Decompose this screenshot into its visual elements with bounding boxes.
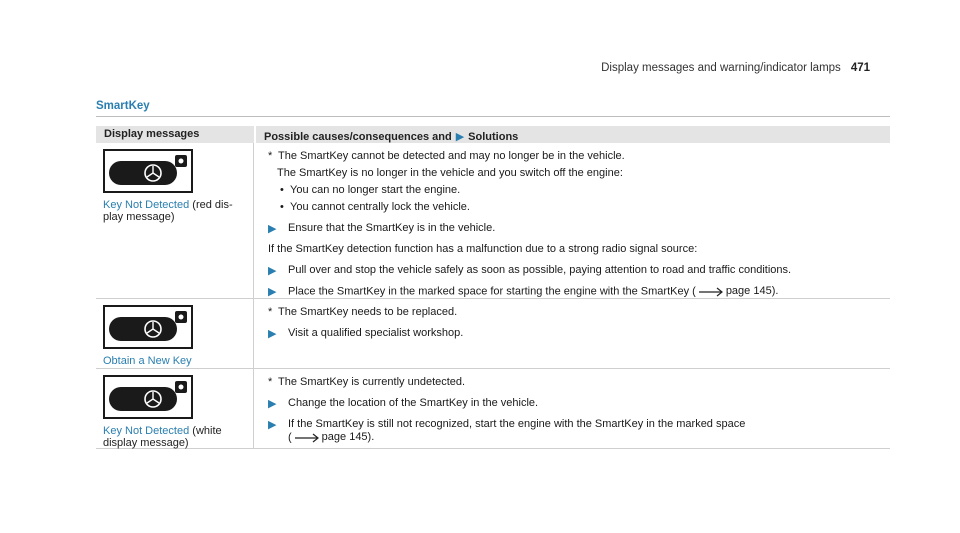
table-row xyxy=(96,369,890,449)
solution-step: ▶ Place the SmartKey in the marked space for starting the engine with the SmartKey ( page 145). xyxy=(268,285,779,298)
play-arrow-icon: ▶ xyxy=(268,419,277,431)
cause-text: If the SmartKey detection function has a malfunction due to a strong radio signal source: xyxy=(268,243,698,255)
table-header xyxy=(96,126,890,143)
message-desc: (red dis-play message) xyxy=(103,199,233,223)
section-divider xyxy=(96,116,890,117)
message-key-not-detected-red: Key Not Detected xyxy=(103,199,190,211)
causes-cell xyxy=(254,299,890,368)
col-header-display-messages: Display messages xyxy=(104,128,200,140)
message-cell xyxy=(96,143,254,298)
solution-step: ▶ Change the location of the SmartKey in the vehicle. xyxy=(268,397,539,410)
smartkey-icon xyxy=(103,149,193,193)
play-arrow-icon: ▶ xyxy=(268,265,277,277)
cause-text: * The SmartKey is currently undetected. xyxy=(268,376,466,388)
cause-text: The SmartKey is no longer in the vehicle and you switch off the engine: xyxy=(277,167,623,179)
table-row xyxy=(96,143,890,299)
long-arrow-icon xyxy=(698,287,724,297)
page-header xyxy=(601,62,870,74)
play-arrow-icon: ▶ xyxy=(455,131,465,143)
smartkey-icon xyxy=(103,305,193,349)
solution-step: ▶ If the SmartKey is still not recognized, start the engine with the SmartKey in the marked space ( page 145). xyxy=(268,418,746,444)
cause-text: * The SmartKey needs to be replaced. xyxy=(268,306,458,318)
play-arrow-icon: ▶ xyxy=(268,398,277,410)
col-header-solutions-label: Solutions xyxy=(468,130,519,143)
play-arrow-icon: ▶ xyxy=(268,223,277,235)
page-reference: page 145). xyxy=(725,285,779,297)
page-number: 471 xyxy=(850,62,870,74)
cause-text: * The SmartKey cannot be detected and may no longer be in the vehicle. xyxy=(268,150,625,162)
message-cell xyxy=(96,369,254,448)
page-header-title: Display messages and warning/indicator lamps xyxy=(601,62,841,74)
message-desc: (white display message) xyxy=(103,425,222,449)
play-arrow-icon: ▶ xyxy=(268,286,277,298)
list-item: • You cannot centrally lock the vehicle. xyxy=(268,201,890,214)
solution-step: ▶ Visit a qualified specialist workshop. xyxy=(268,327,464,340)
list-item: • You can no longer start the engine. xyxy=(268,184,890,197)
page-reference: page 145). xyxy=(321,431,375,443)
message-key-not-detected-white: Key Not Detected xyxy=(103,425,190,437)
solution-step: ▶ Ensure that the SmartKey is in the vehicle. xyxy=(268,222,496,235)
play-arrow-icon: ▶ xyxy=(268,328,277,340)
display-messages-table xyxy=(96,126,890,449)
causes-cell xyxy=(254,369,890,448)
col-header-causes-label: Possible causes/consequences and xyxy=(264,130,452,143)
section-title: SmartKey xyxy=(96,100,150,112)
col-header-causes xyxy=(254,126,890,143)
message-obtain-new-key: Obtain a New Key xyxy=(103,355,192,367)
solution-step: ▶ Pull over and stop the vehicle safely as soon as possible, paying attention to road and traffic conditions. xyxy=(268,264,792,277)
causes-cell xyxy=(254,143,890,298)
table-row xyxy=(96,299,890,369)
message-cell xyxy=(96,299,254,368)
long-arrow-icon xyxy=(294,433,320,443)
smartkey-icon xyxy=(103,375,193,419)
